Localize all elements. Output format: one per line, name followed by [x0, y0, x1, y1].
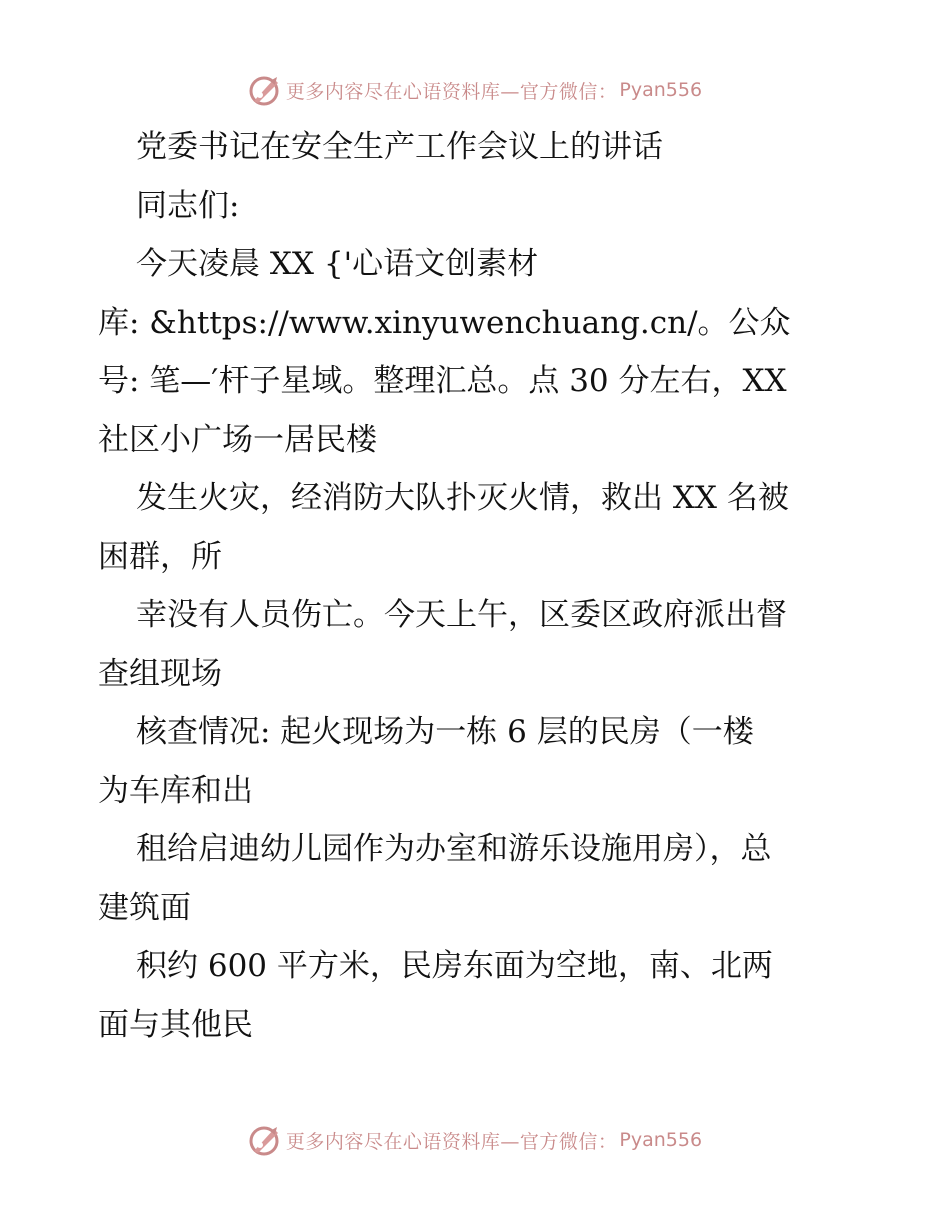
watermark-wechat-id: Pyan556 — [619, 79, 703, 101]
paragraph-line: 建筑面 — [98, 889, 191, 926]
paragraph-line: 核查情况: 起火现场为一栋 6 层的民房（一楼 — [136, 714, 754, 750]
paragraph-line: 今天凌晨 XX {'心语文创素材 — [136, 246, 539, 282]
paragraph-line: 积约 600 平方米，民房东面为空地，南、北两 — [136, 948, 773, 984]
paragraph-line: 幸没有人员伤亡。今天上午，区委区政府派出督 — [136, 597, 787, 633]
document-title: 党委书记在安全生产工作会议上的讲话 — [136, 129, 663, 165]
paragraph-line: 查组现场 — [98, 655, 222, 692]
paragraph-line: 号: 笔—′杆子星域。整理汇总。点 30 分左右，XX — [98, 363, 787, 399]
paragraph-line: 发生火灾，经消防大队扑灭火情，救出 XX 名被 — [136, 480, 789, 516]
quill-pen-logo-icon — [248, 73, 282, 107]
watermark-wechat-id: Pyan556 — [619, 1129, 703, 1151]
header-watermark — [0, 70, 950, 110]
footer-watermark — [0, 1120, 950, 1160]
watermark-text: 更多内容尽在心语资料库—官方微信： — [285, 80, 618, 103]
salutation: 同志们: — [136, 187, 240, 224]
document-body — [98, 118, 868, 1054]
paragraph-line: 面与其他民 — [98, 1006, 253, 1043]
paragraph-line: 困群，所 — [98, 538, 222, 575]
paragraph-line: 库: &https://www.xinyuwenchuang.cn/。公众 — [98, 304, 791, 341]
paragraph-line: 为车库和出 — [98, 772, 253, 809]
watermark-text: 更多内容尽在心语资料库—官方微信： — [285, 1130, 618, 1153]
quill-pen-logo-icon — [248, 1123, 282, 1157]
paragraph-line: 租给启迪幼儿园作为办室和游乐设施用房），总 — [136, 831, 772, 867]
paragraph-line: 社区小广场一居民楼 — [98, 421, 377, 458]
